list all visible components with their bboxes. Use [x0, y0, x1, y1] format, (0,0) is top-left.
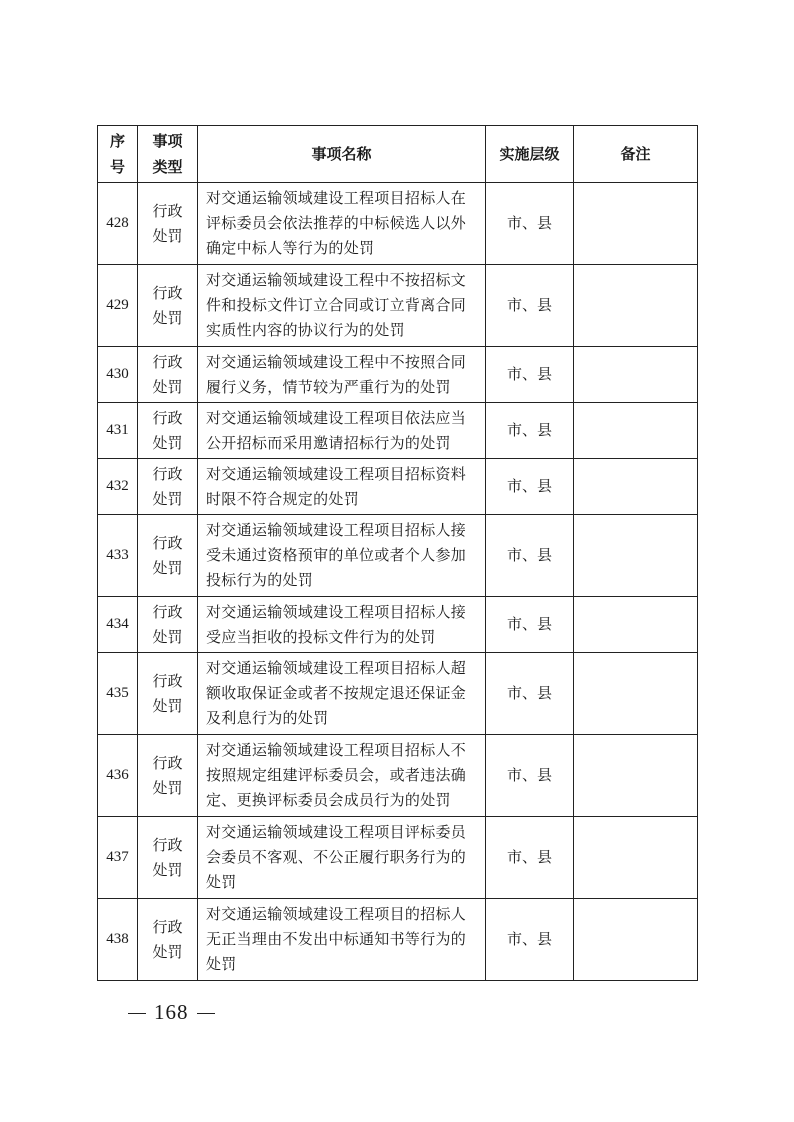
- row-name: 对交通运输领域建设工程项目招标人接受应当拒收的投标文件行为的处罚: [198, 597, 486, 653]
- row-level: 市、县: [486, 265, 574, 347]
- row-level: 市、县: [486, 347, 574, 403]
- table-row: [98, 459, 698, 515]
- row-note: [574, 515, 698, 597]
- row-type: 行政处罚: [138, 735, 198, 817]
- row-name: 对交通运输领域建设工程项目的招标人无正当理由不发出中标通知书等行为的处罚: [198, 899, 486, 981]
- header-note: 备注: [574, 126, 698, 183]
- row-name: 对交通运输领域建设工程中不按照合同履行义务，情节较为严重行为的处罚: [198, 347, 486, 403]
- row-name: 对交通运输领域建设工程项目招标资料时限不符合规定的处罚: [198, 459, 486, 515]
- table-row: [98, 597, 698, 653]
- row-seq: 428: [98, 183, 138, 265]
- row-note: [574, 265, 698, 347]
- row-note: [574, 899, 698, 981]
- page-number: [120, 1000, 223, 1025]
- row-note: [574, 403, 698, 459]
- row-name: 对交通运输领域建设工程项目招标人不按照规定组建评标委员会，或者违法确定、更换评标委员会成员行为的处罚: [198, 735, 486, 817]
- header-level: 实施层级: [486, 126, 574, 183]
- row-type: 行政处罚: [138, 265, 198, 347]
- table-row: [98, 817, 698, 899]
- header-name: 事项名称: [198, 126, 486, 183]
- row-seq: 436: [98, 735, 138, 817]
- row-level: 市、县: [486, 817, 574, 899]
- row-name: 对交通运输领域建设工程项目招标人接受未通过资格预审的单位或者个人参加投标行为的处罚: [198, 515, 486, 597]
- row-level: 市、县: [486, 183, 574, 265]
- row-seq: 438: [98, 899, 138, 981]
- table-row: [98, 735, 698, 817]
- row-name: 对交通运输领域建设工程中不按招标文件和投标文件订立合同或订立背离合同实质性内容的协议行为的处罚: [198, 265, 486, 347]
- row-type: 行政处罚: [138, 817, 198, 899]
- row-type: 行政处罚: [138, 653, 198, 735]
- header-seq: 序号: [98, 126, 138, 183]
- table-header-row: [98, 126, 698, 183]
- table-row: [98, 403, 698, 459]
- row-level: 市、县: [486, 403, 574, 459]
- row-type: 行政处罚: [138, 183, 198, 265]
- row-seq: 430: [98, 347, 138, 403]
- row-note: [574, 817, 698, 899]
- row-type: 行政处罚: [138, 597, 198, 653]
- row-note: [574, 653, 698, 735]
- table-row: [98, 265, 698, 347]
- row-note: [574, 459, 698, 515]
- table-row: [98, 653, 698, 735]
- row-seq: 435: [98, 653, 138, 735]
- row-level: 市、县: [486, 459, 574, 515]
- row-type: 行政处罚: [138, 899, 198, 981]
- row-level: 市、县: [486, 515, 574, 597]
- table-row: [98, 183, 698, 265]
- row-type: 行政处罚: [138, 515, 198, 597]
- row-level: 市、县: [486, 899, 574, 981]
- row-type: 行政处罚: [138, 459, 198, 515]
- row-name: 对交通运输领域建设工程项目招标人在评标委员会依法推荐的中标候选人以外确定中标人等行为的处罚: [198, 183, 486, 265]
- row-note: [574, 347, 698, 403]
- page-number-dash-right: [197, 1013, 215, 1014]
- row-seq: 433: [98, 515, 138, 597]
- row-name: 对交通运输领域建设工程项目评标委员会委员不客观、不公正履行职务行为的处罚: [198, 817, 486, 899]
- row-seq: 429: [98, 265, 138, 347]
- row-note: [574, 597, 698, 653]
- page-number-text: 168: [154, 1000, 189, 1024]
- row-seq: 437: [98, 817, 138, 899]
- table-row: [98, 347, 698, 403]
- row-level: 市、县: [486, 597, 574, 653]
- row-level: 市、县: [486, 653, 574, 735]
- row-level: 市、县: [486, 735, 574, 817]
- row-seq: 434: [98, 597, 138, 653]
- row-note: [574, 183, 698, 265]
- row-type: 行政处罚: [138, 403, 198, 459]
- row-seq: 431: [98, 403, 138, 459]
- items-table: [97, 125, 698, 981]
- row-name: 对交通运输领域建设工程项目招标人超额收取保证金或者不按规定退还保证金及利息行为的处罚: [198, 653, 486, 735]
- row-name: 对交通运输领域建设工程项目依法应当公开招标而采用邀请招标行为的处罚: [198, 403, 486, 459]
- header-type: 事项类型: [138, 126, 198, 183]
- row-seq: 432: [98, 459, 138, 515]
- table-row: [98, 515, 698, 597]
- row-type: 行政处罚: [138, 347, 198, 403]
- row-note: [574, 735, 698, 817]
- table-row: [98, 899, 698, 981]
- page-number-dash-left: [128, 1013, 146, 1014]
